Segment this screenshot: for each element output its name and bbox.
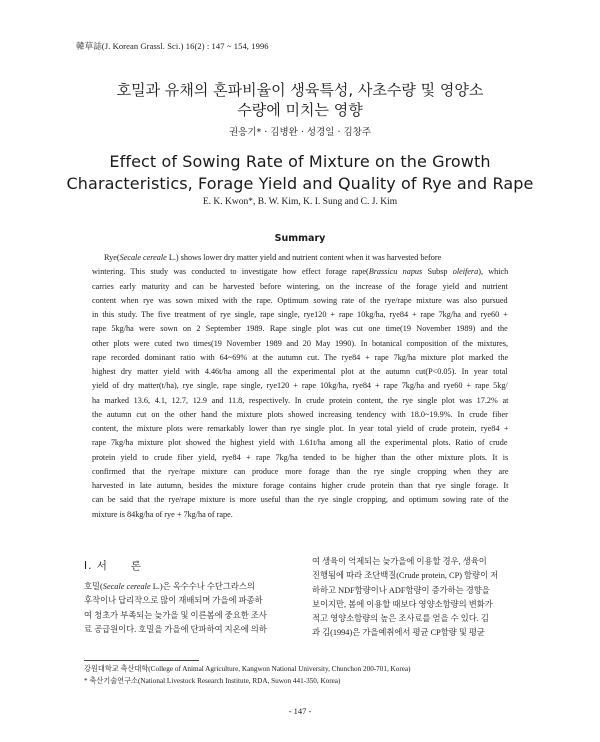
body-line: 과 김(1994)은 가을예취에서 평균 CP함량 및 평균: [312, 628, 485, 638]
body-line: 적고 영양소함량의 높은 조사료를 얻을 수 있다. 김: [312, 614, 489, 623]
body-line: 여 생육이 억제되는 늦가을에 이용할 경우, 생육이: [312, 557, 487, 566]
footnote-line: 강원대학교 축산대학(College of Animal Agriculture, Kangwon National University, Chunchon 200-701, Korea): [84, 665, 411, 673]
summary-line: yield of dry matter(t/ha), rye single, rape single, rye120 + rape 10kg/ha, rye84 + rape 7kg/ha and rye60 + rape 5kg/: [92, 381, 508, 391]
title-english-line: Characteristics, Forage Yield and Quality of Rye and Rape: [66, 174, 534, 193]
summary-line: Rye(Secale cereale L.) shows lower dry matter yield and nutrient content when it was harvested before: [104, 253, 442, 262]
body-line: 후작이나 답리작으로 많이 재배되며 가을에 파종하: [84, 596, 263, 606]
authors-korean: 권응기* · 김병완 · 성경일 · 김창주: [228, 127, 372, 138]
summary-line: other plots were cuted two times(19 November 1989 and 20 May 1990). In botanical composition of the mixtures,: [92, 338, 509, 348]
body-column-left: [84, 580, 294, 637]
body-line: 하하고 NDF함량이나 ADF함량이 증가하는 경향을: [312, 585, 490, 595]
summary-line: harvested in late autumn, besides the mixture forage contains higher crude protein than that rye single forage. It: [92, 481, 509, 490]
summary-line: content, the mixture plots were remarkably lower than rye single plot. In year total yield of crude protein, rye84 +: [92, 424, 509, 433]
title-korean: [60, 80, 540, 120]
summary-line: rape recorded dominant ratio with 64~69% at the autumn cut. The rye84 + rape 7kg/ha mixture plot marked the: [92, 352, 509, 362]
section-heading-introduction: I. 서 론: [84, 560, 143, 572]
summary-line: the autumn cut on the other hand the mixture plots showed increasing tendency with 18.0~19.9%. In crude fiber: [92, 409, 508, 419]
body-line: 료 공급원이다. 호밀을 가을에 단파하여 지온에 의하: [84, 624, 267, 634]
summary-line: confirmed that the rye/rape mixture can produce more forage than the rye single cropping when they are: [92, 466, 509, 476]
body-line: 보이지만, 봄에 이용할 때보다 영양소함량의 변화가: [312, 599, 493, 609]
journal-citation: 韓草誌(J. Korean Grassl. Sci.) 16(2) : 147 ~ 154, 1996: [76, 41, 269, 51]
footnote-line: * 축산기술연구소(National Livestock Research Institute, RDA, Suwon 441-350, Korea): [84, 676, 341, 685]
summary-line: rape 7kg/ha mixture plot showed the highest yield with 1.61t/ha among all the experimental plots. Ratio of crude: [92, 438, 508, 448]
title-korean-line: 수량에 미치는 영향: [237, 101, 363, 119]
footnotes: [84, 664, 411, 687]
title-korean-line: 호밀과 유채의 혼파비율이 생육특성, 사초수량 및 영양소: [116, 81, 484, 99]
summary-line: can be said that the rye/rape mixture is more useful than the rye single cropping, and optimum sowing rate of the: [92, 495, 509, 505]
summary-line: rape 5kg/ha were sown on 2 September 1989. Rape single plot was cut one time(19 November 1989) and the: [92, 324, 508, 334]
summary-line: in this study. The five treatment of rye single, rape single, rye120 + rape 10kg/ha, rye84 + rape 7kg/ha and rye60 +: [92, 310, 508, 319]
summary-line: highest dry matter yield with 4.46t/ha among all the experimental plot at the autumn cut(P<0.05). In year total: [92, 367, 508, 376]
title-english: [40, 151, 560, 195]
body-line: 진행됨에 따라 조단백질(Crude protein, CP) 함량이 저: [312, 571, 499, 581]
title-english-line: Effect of Sowing Rate of Mixture on the Growth: [109, 152, 491, 171]
summary-heading: Summary: [274, 233, 326, 244]
footnote-divider: [84, 660, 199, 661]
body-line: 호밀(Secale cereale L.)은 옥수수나 수단그라스의: [84, 582, 255, 591]
summary-line: carries early maturity and can be harvested before wintering, on the increase of the forage yield and nutrient: [92, 281, 508, 291]
summary-line: ha marked 13.6, 4.1, 12.7, 12.9 and 11.8, respectively. In crude protein content, the rye single plot was 17.2% at: [92, 395, 509, 405]
summary-line: wintering. This study was conducted to investigate how effect forage rape(Brassicu napus Subsp oleifera), which: [92, 267, 509, 277]
summary-body: [92, 251, 508, 522]
summary-line: content when rye was sown mixed with the rape. Optimum sowing rate of the rye/rape mixture was also pursued: [92, 295, 508, 305]
page-number: - 147 -: [288, 706, 312, 716]
body-line: 여 청초가 부족되는 늦가을 및 이른봄에 중요한 조사: [84, 610, 267, 620]
authors-english: E. K. Kwon*, B. W. Kim, K. I. Sung and C. J. Kim: [202, 197, 398, 207]
summary-line: mixture is 84kg/ha of rye + 7kg/ha of rape.: [92, 509, 233, 519]
summary-line: protein yield to crude fiber yield, rye84 + rape 7kg/ha tended to be higher than the other mixture plots. It is: [92, 452, 509, 462]
body-column-right: [312, 555, 524, 641]
